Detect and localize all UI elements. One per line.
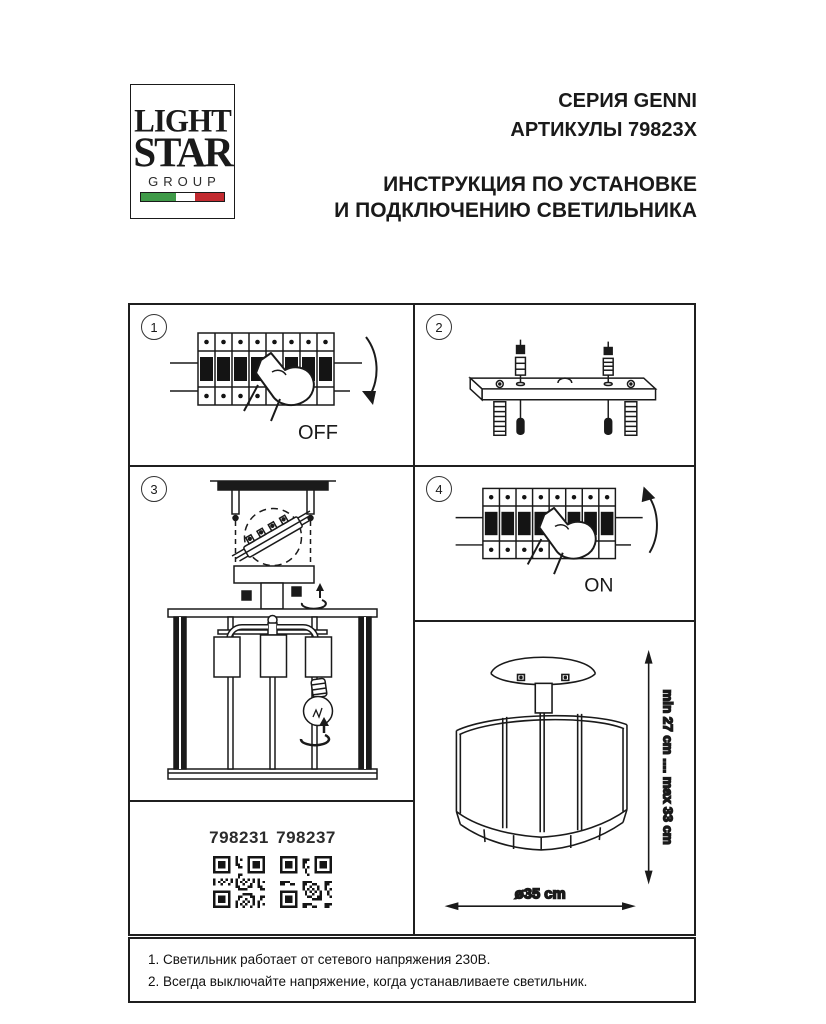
logo-text-star: STAR bbox=[133, 128, 232, 176]
step-1-panel bbox=[130, 305, 413, 467]
article-number-right: 798237 bbox=[276, 828, 336, 847]
step-2-number-badge: 2 bbox=[426, 314, 452, 340]
screw-icon bbox=[605, 400, 612, 435]
step-2-panel bbox=[415, 305, 694, 467]
logo-text-light: LIGHT bbox=[134, 102, 231, 139]
bulb-icon bbox=[304, 678, 333, 725]
rotate-up-arrow-icon bbox=[642, 486, 657, 552]
terminal-block-icon bbox=[228, 503, 315, 564]
table-left-column bbox=[130, 305, 415, 934]
flag-green-segment bbox=[141, 193, 176, 201]
qr-code-left bbox=[213, 856, 265, 908]
document-header bbox=[334, 87, 697, 224]
qr-code-right bbox=[280, 856, 332, 908]
breaker-on-illustration bbox=[415, 467, 694, 618]
notes-box bbox=[128, 937, 696, 1003]
note-line-2: 2. Всегда выключайте напряжение, когда устанавливаете светильник. bbox=[148, 974, 588, 990]
assembly-illustration bbox=[130, 467, 413, 800]
step-1-number-badge: 1 bbox=[141, 314, 167, 340]
lamp-diagram bbox=[415, 622, 694, 934]
lamp-socket bbox=[261, 635, 287, 677]
instruction-title bbox=[334, 172, 697, 224]
mounting-bracket-illustration bbox=[415, 305, 694, 463]
diameter-dimension-label: ø35 cm bbox=[514, 886, 566, 903]
italy-flag-icon bbox=[140, 192, 225, 202]
on-label: ON bbox=[584, 574, 614, 597]
lightstar-logo bbox=[130, 84, 235, 219]
article-number-left: 798231 bbox=[209, 828, 269, 847]
lamp-socket bbox=[306, 637, 332, 677]
wall-anchor-icon bbox=[625, 402, 637, 436]
note-line-1: 1. Светильник работает от сетевого напряжения 230В. bbox=[148, 952, 491, 967]
articles-panel bbox=[130, 802, 413, 934]
flag-white-segment bbox=[176, 193, 195, 201]
instruction-title-line1: ИНСТРУКЦИЯ ПО УСТАНОВКЕ bbox=[383, 173, 697, 196]
flag-red-segment bbox=[195, 193, 224, 201]
dimension-arrow-horizontal bbox=[445, 902, 636, 910]
screw-icon bbox=[603, 342, 613, 383]
lamp-dimensions-panel bbox=[415, 622, 694, 934]
screw-icon bbox=[517, 400, 524, 435]
articles-title: АРТИКУЛЫ 79823X bbox=[510, 119, 697, 141]
breaker-off-illustration bbox=[130, 305, 413, 463]
table-right-column bbox=[415, 305, 694, 934]
off-label: OFF bbox=[298, 422, 338, 444]
step-3-panel bbox=[130, 467, 413, 802]
logo-text-group: GROUP bbox=[148, 173, 221, 189]
dimension-arrow-vertical bbox=[645, 650, 653, 885]
lamp-socket bbox=[214, 637, 240, 677]
rotate-down-arrow-icon bbox=[362, 337, 377, 405]
height-dimension-label: min 27 cm .... max 33 cm bbox=[660, 689, 676, 845]
ceiling-bracket bbox=[218, 482, 328, 490]
rotate-arrow-icon bbox=[302, 583, 326, 609]
screw-icon bbox=[516, 340, 526, 383]
step-3-number-badge: 3 bbox=[141, 476, 167, 502]
step-4-panel bbox=[415, 467, 694, 622]
instruction-title-line2: И ПОДКЛЮЧЕНИЮ СВЕТИЛЬНИКА bbox=[334, 199, 697, 222]
series-title: СЕРИЯ GENNI bbox=[558, 90, 697, 112]
step-4-number-badge: 4 bbox=[426, 476, 452, 502]
steps-table bbox=[128, 303, 696, 936]
canopy bbox=[234, 566, 314, 583]
wall-anchor-icon bbox=[494, 402, 506, 436]
